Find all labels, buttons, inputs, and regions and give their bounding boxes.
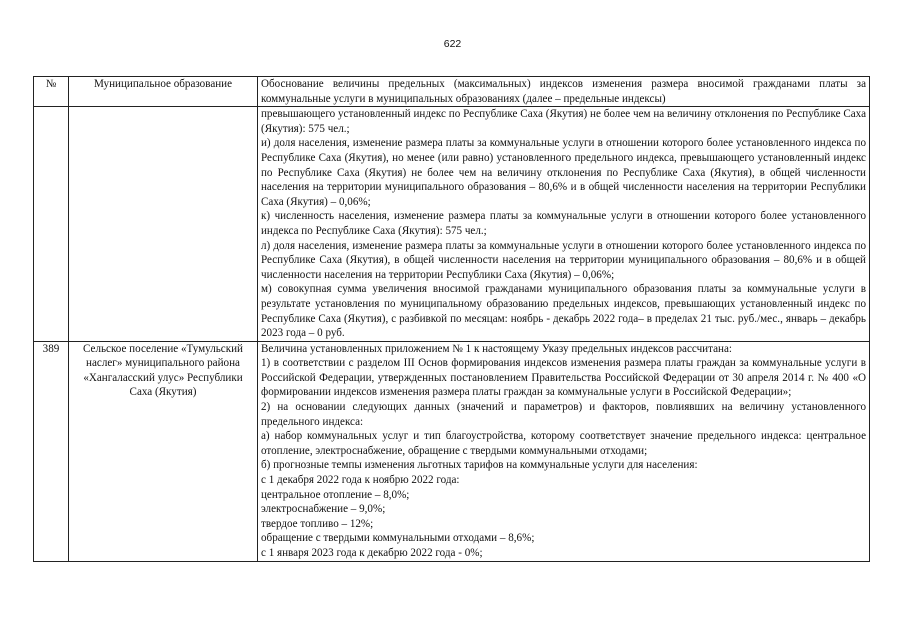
table-row-continuation xyxy=(34,107,870,342)
row1-paragraph: л) доля населения, изменение размера платы за коммунальные услуги в отношении которого более установленного индекса по Республике Саха (Якутия), в общей численности населения на территории муниципального образования – 80,6% и в общей численности населения на территории Республики Саха (Якутия) – 0,06%; xyxy=(261,239,866,281)
row2-paragraph: а) набор коммунальных услуг и тип благоустройства, которому соответствует значение предельного индекса: центральное отопление, электроснабжение, обращение с твердыми коммунальными отходами; xyxy=(261,430,866,457)
header-municipality: Муниципальное образование xyxy=(69,77,258,107)
header-number: № xyxy=(34,77,69,107)
row2-paragraph: электроснабжение – 9,0%; xyxy=(261,503,386,516)
index-justification-table xyxy=(33,76,870,562)
row1-paragraph: превышающего установленный индекс по Республике Саха (Якутия) не более чем на величину отклонения по Республике Саха (Якутия): 575 чел.; xyxy=(261,108,866,135)
row1-justification xyxy=(258,107,870,342)
row2-paragraph: 1) в соответствии с разделом III Основ формирования индексов изменения размера платы граждан за коммунальные услуги в Российской Федерации, утвержденных постановлением Правительства Российской Федерации от 30 апреля 2014 г. № 400 «О формировании индексов изменения размера платы граждан за коммунальные услуги в Российской Федерации»; xyxy=(261,357,866,399)
row2-paragraph: с 1 декабря 2022 года к ноябрю 2022 года: xyxy=(261,474,460,487)
row2-paragraph: 2) на основании следующих данных (значений и параметров) и факторов, повлиявших на величину установленного предельного индекса: xyxy=(261,401,866,428)
row1-number xyxy=(34,107,69,342)
row2-paragraph: с 1 января 2023 года к декабрю 2022 года - 0%; xyxy=(261,547,483,559)
row2-number: 389 xyxy=(34,341,69,561)
row2-paragraph: б) прогнозные темпы изменения льготных тарифов на коммунальные услуги для населения: xyxy=(261,459,698,472)
table-header-row xyxy=(34,77,870,107)
row2-paragraph: твердое топливо – 12%; xyxy=(261,517,374,530)
row2-paragraph: Величина установленных приложением № 1 к настоящему Указу предельных индексов рассчитана: xyxy=(261,342,732,355)
row1-paragraph: и) доля населения, изменение размера платы за коммунальные услуги в отношении которого более установленного индекса по Республике Саха (Якутия), но менее (или равно) установленного предельного индекса, превышающего установленный индекс по Республике Саха (Якутия) не более чем на величину отклонения по Республике Саха (Якутия), в общей численности населения на территории муниципального образования – 80,6% и в общей численности населения на территории Республики Саха (Якутия) – 0,06%; xyxy=(261,137,866,208)
header-justification: Обоснование величины предельных (максимальных) индексов изменения размера вносимой гражданами платы за коммунальные услуги в муниципальных образованиях (далее – предельные индексы) xyxy=(258,77,870,107)
row1-paragraph: м) совокупная сумма увеличения вносимой гражданами муниципального образования платы за коммунальные услуги в результате установления по муниципальному образованию предельных индексов, превышающих установленный индекс по Республике Саха (Якутия), с разбивкой по месяцам: ноябрь - декабрь 2022 года– в пределах 21 тыс. руб./мес., январь – декабрь 2023 года – 0 руб. xyxy=(261,283,866,340)
row2-paragraph: центральное отопление – 8,0%; xyxy=(261,488,410,501)
table-row-389 xyxy=(34,341,870,561)
row2-paragraph: обращение с твердыми коммунальными отходами – 8,6%; xyxy=(261,532,535,545)
page-number: 622 xyxy=(443,38,462,50)
row1-paragraph: к) численность населения, изменение размера платы за коммунальные услуги в отношении которого более установленного индекса по Республике Саха (Якутия): 575 чел.; xyxy=(261,210,866,237)
row1-municipality xyxy=(69,107,258,342)
row2-municipality: Сельское поселение «Тумульский наслег» муниципального района «Хангаласский улус» Республики Саха (Якутия) xyxy=(69,341,258,561)
row2-justification xyxy=(258,341,870,561)
